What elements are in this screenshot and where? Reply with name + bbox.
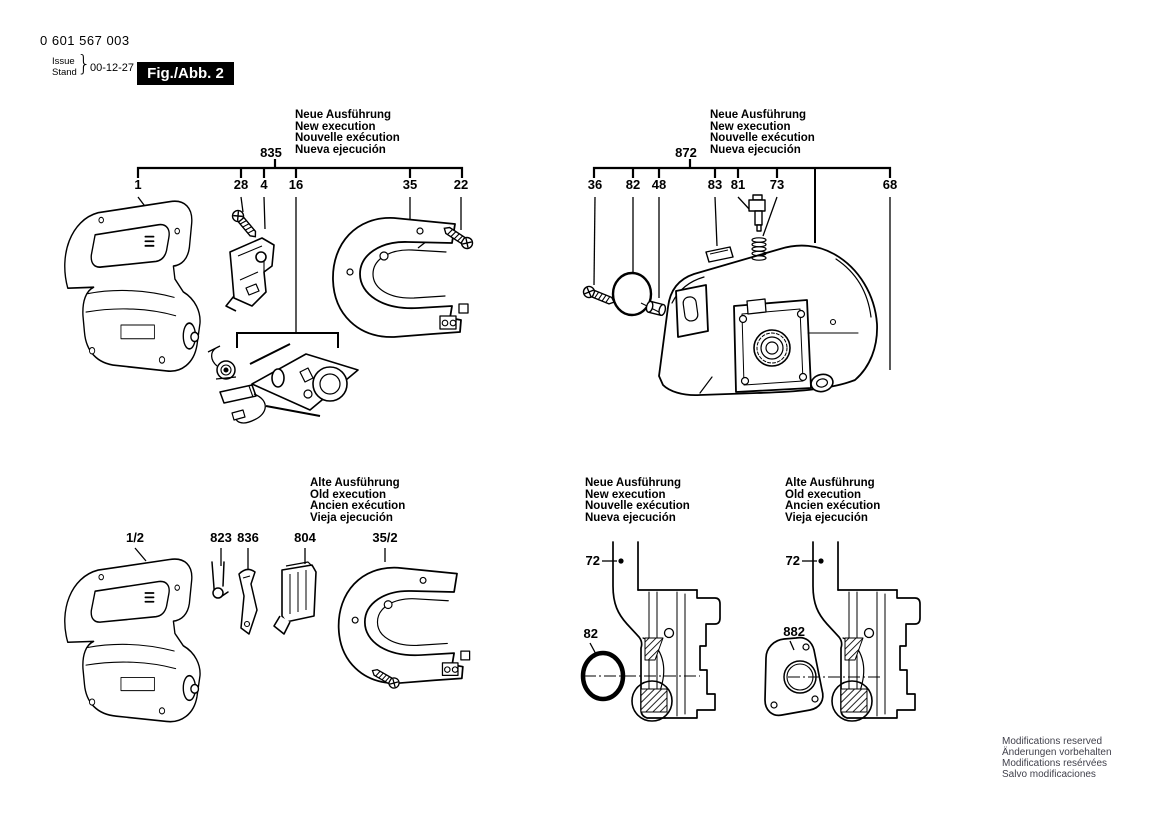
drawing-carbon-brush [220, 385, 265, 423]
drawing-motor-housing-old [65, 559, 200, 722]
drawing-motor-housing-new [65, 201, 200, 371]
modifications-line-de: Änderungen vorbehalten [1002, 747, 1112, 758]
part-number-28: 28 [233, 177, 249, 192]
note-line-en: Old execution [310, 488, 387, 501]
modifications-note [1002, 736, 1112, 780]
note-line-es: Nueva ejecución [295, 143, 386, 156]
drawing-gear-housing-872 [659, 246, 877, 396]
note-line-de: Neue Ausführung [585, 477, 682, 489]
note-line-en: New execution [295, 120, 376, 133]
note-line-de: Neue Ausführung [710, 109, 807, 121]
stand-label: Stand [52, 67, 77, 78]
part-number-35-2: 35/2 [372, 530, 398, 545]
issue-stand-brace: } [77, 52, 91, 77]
execution-note-835 [295, 110, 400, 156]
drawing-plate-83 [706, 247, 733, 262]
document-number: 0 601 567 003 [40, 33, 130, 48]
part-number-36: 36 [587, 177, 603, 192]
drawing-o-ring-82 [613, 273, 651, 315]
drawing-switch-804 [274, 562, 316, 634]
drawing-handle-cover-35 [333, 218, 468, 337]
part-number-72-old: 72 [785, 553, 800, 568]
part-number-81: 81 [730, 177, 746, 192]
drawing-xsection-old [813, 542, 920, 721]
group-callout-835: 835 [260, 145, 282, 160]
note-line-es: Vieja ejecución [785, 511, 868, 524]
modifications-line-fr: Modifications resérvées [1002, 758, 1108, 769]
execution-note-old-right [785, 478, 880, 524]
issue-label: Issue [52, 56, 75, 67]
execution-note-old-left [310, 478, 405, 524]
figure-badge: Fig./Abb. 2 [137, 62, 234, 85]
drawing-handle-cover-35-2 [339, 568, 470, 684]
note-line-es: Vieja ejecución [310, 511, 393, 524]
drawing-screw-36 [582, 285, 616, 307]
modifications-line-es: Salvo modificaciones [1002, 769, 1096, 780]
drawing-lever-836 [239, 569, 257, 634]
part-number-22: 22 [453, 177, 469, 192]
group-callout-872: 872 [675, 145, 697, 160]
modifications-line-en: Modifications reserved [1002, 736, 1103, 747]
execution-note-new-mid [585, 478, 690, 524]
drawing-spring-823 [212, 562, 228, 598]
note-line-es: Nueva ejecución [710, 143, 801, 156]
part-number-83: 83 [707, 177, 723, 192]
note-line-es: Nueva ejecución [585, 511, 676, 524]
part-number-1: 1 [134, 177, 142, 192]
drawing-plunger-81 [749, 195, 765, 231]
drawing-switch-assembly-16 [250, 344, 358, 416]
note-line-de: Alte Ausführung [785, 477, 875, 489]
execution-note-872 [710, 110, 815, 156]
drawing-screw-28 [230, 208, 259, 240]
part-number-48: 48 [651, 177, 667, 192]
part-number-804: 804 [294, 530, 316, 545]
note-line-fr: Ancien exécution [310, 500, 406, 513]
part-number-82-new: 82 [583, 626, 598, 641]
leader-lines-new-detail [590, 558, 624, 656]
part-number-836: 836 [237, 530, 259, 545]
part-number-4: 4 [260, 177, 268, 192]
part-number-882: 882 [783, 624, 805, 639]
part-number-823: 823 [210, 530, 232, 545]
part-number-16: 16 [288, 177, 304, 192]
note-line-en: New execution [710, 120, 791, 133]
part-number-73: 73 [769, 177, 785, 192]
drawing-xsection-new [613, 542, 720, 721]
note-line-fr: Nouvelle exécution [710, 132, 815, 145]
drawing-switch-4 [226, 238, 274, 311]
part-number-72-new: 72 [585, 553, 600, 568]
note-line-fr: Nouvelle exécution [295, 132, 400, 145]
part-number-82: 82 [625, 177, 641, 192]
note-line-en: Old execution [785, 488, 862, 501]
note-line-de: Neue Ausführung [295, 109, 392, 121]
note-line-de: Alte Ausführung [310, 477, 400, 489]
note-line-en: New execution [585, 488, 666, 501]
bracket-835 [138, 159, 462, 178]
note-line-fr: Nouvelle exécution [585, 500, 690, 513]
drawing-brush-holder [208, 346, 236, 379]
part-number-1-2: 1/2 [125, 530, 145, 545]
part-number-68: 68 [882, 177, 898, 192]
drawing-roller-48 [645, 301, 666, 316]
issue-date: 00-12-27 [90, 62, 135, 74]
note-line-fr: Ancien exécution [785, 500, 881, 513]
part-number-35: 35 [402, 177, 418, 192]
